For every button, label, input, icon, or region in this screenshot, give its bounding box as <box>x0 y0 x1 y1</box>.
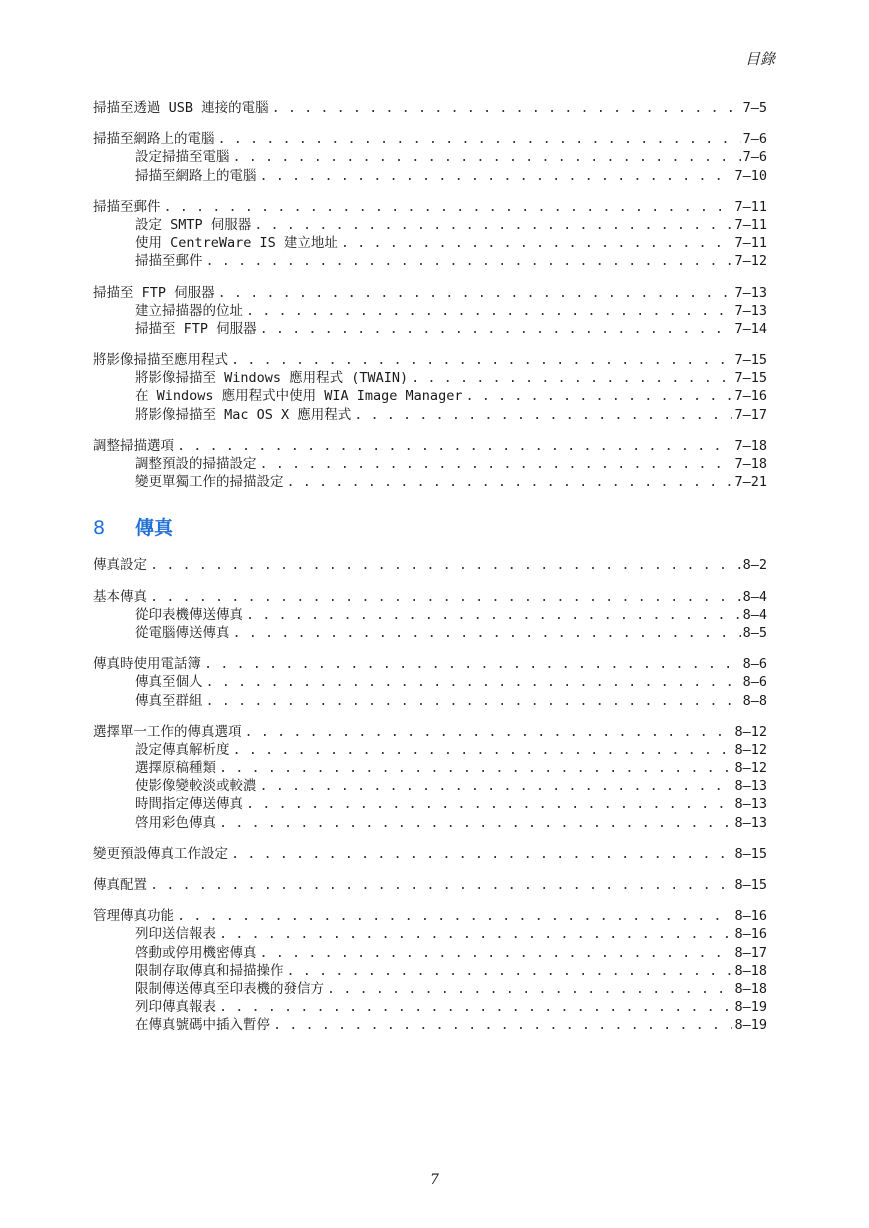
dot-leader <box>150 556 741 574</box>
toc-subentry[interactable] <box>93 814 767 832</box>
dot-leader <box>287 473 733 491</box>
toc-page-number: 7–15 <box>734 352 767 369</box>
toc-section-chapter-8 <box>93 556 767 1034</box>
toc-page-number: 8–13 <box>734 814 767 831</box>
toc-group <box>93 907 767 1034</box>
toc-page-number: 8–18 <box>734 962 767 979</box>
dot-leader <box>287 962 733 980</box>
dot-leader <box>150 588 741 606</box>
toc-subentry[interactable] <box>93 741 767 759</box>
toc-entry-title: 掃描至網路上的電腦 <box>93 131 215 148</box>
toc-entry-title: 將影像掃描至 Mac OS X 應用程式 <box>135 406 352 423</box>
toc-entry-title: 從電腦傳送傳真 <box>135 624 230 641</box>
dot-leader <box>206 252 733 270</box>
toc-entry-title: 限制傳送傳真至印表機的發信方 <box>135 980 324 997</box>
toc-page-number: 7–11 <box>734 216 767 233</box>
toc-page-number: 7–13 <box>734 284 767 301</box>
toc-page-number: 7–18 <box>734 456 767 472</box>
toc-subentry[interactable] <box>93 606 767 624</box>
dot-leader <box>260 167 733 185</box>
dot-leader <box>411 369 732 387</box>
toc-entry-title: 變更單獨工作的掃描設定 <box>135 474 284 491</box>
toc-page-number: 8–12 <box>734 760 767 777</box>
toc-subentry[interactable] <box>93 1016 767 1034</box>
toc-entry-title: 變更預設傳真工作設定 <box>93 845 228 862</box>
toc-entry-title: 在 Windows 應用程式中使用 WIA Image Manager <box>135 388 463 405</box>
toc-page-number: 7–5 <box>742 100 767 116</box>
toc-section-chapter-7 <box>93 99 767 491</box>
toc-subentry[interactable] <box>93 302 767 320</box>
toc-page-number: 8–19 <box>734 999 767 1016</box>
toc-subentry[interactable] <box>93 455 767 473</box>
toc-page-number: 7–18 <box>734 437 767 454</box>
dot-leader <box>260 944 733 962</box>
dot-leader <box>219 814 732 832</box>
dot-leader <box>246 302 732 320</box>
dot-leader <box>327 980 732 998</box>
toc-subentry[interactable] <box>93 320 767 338</box>
dot-leader <box>341 234 733 252</box>
dot-leader <box>260 455 733 473</box>
dot-leader <box>218 130 741 148</box>
dot-leader <box>354 406 732 424</box>
toc-page-number: 7–15 <box>734 370 767 387</box>
toc-entry-title: 設定 SMTP 伺服器 <box>135 216 252 233</box>
toc-page-number: 8–12 <box>734 741 767 758</box>
dot-leader <box>246 606 741 624</box>
toc-entry[interactable] <box>93 845 767 863</box>
toc-entry-title: 使用 CentreWare IS 建立地址 <box>135 235 338 252</box>
toc-subentry[interactable] <box>93 980 767 998</box>
toc-group <box>93 845 767 863</box>
toc-subentry[interactable] <box>93 148 767 166</box>
toc-page-number: 8–15 <box>734 877 767 893</box>
chapter-title: 傳真 <box>135 517 174 540</box>
toc-entry-title: 設定掃描至電腦 <box>135 149 230 166</box>
toc-entry-title: 設定傳真解析度 <box>135 741 230 758</box>
toc-page-number: 8–12 <box>734 723 767 740</box>
toc-entry-title: 傳真至個人 <box>135 674 203 691</box>
toc-page-number: 8–15 <box>734 845 767 862</box>
toc-subentry[interactable] <box>93 406 767 424</box>
dot-leader <box>260 777 733 795</box>
toc-entry[interactable] <box>93 723 767 741</box>
toc-page-number: 8–6 <box>742 656 767 673</box>
toc-page-number: 7–13 <box>734 302 767 319</box>
toc-entry-title: 建立掃描器的位址 <box>135 302 243 319</box>
toc-group <box>93 198 767 271</box>
toc-entry[interactable] <box>93 588 767 606</box>
dot-leader <box>177 437 732 455</box>
dot-leader <box>231 351 732 369</box>
dot-leader <box>465 387 732 405</box>
toc-entry-title: 從印表機傳送傳真 <box>135 606 243 623</box>
dot-leader <box>219 998 732 1016</box>
dot-leader <box>246 795 732 813</box>
toc-subentry[interactable] <box>93 795 767 813</box>
toc-page-number: 7–14 <box>734 320 767 337</box>
toc-subentry[interactable] <box>93 252 767 270</box>
toc-entry-title: 傳真至群組 <box>135 692 203 709</box>
chapter-number: 8 <box>93 517 106 540</box>
toc-entry-title: 傳真時使用電話簿 <box>93 656 201 673</box>
toc-group <box>93 351 767 424</box>
dot-leader <box>206 692 741 710</box>
toc-entry-title: 啓動或停用機密傳真 <box>135 944 257 961</box>
toc-page-number: 8–4 <box>742 606 767 623</box>
chapter-heading[interactable] <box>93 513 767 540</box>
toc-entry[interactable] <box>93 99 767 117</box>
dot-leader <box>219 925 732 943</box>
toc-entry-title: 基本傳真 <box>93 588 147 605</box>
dot-leader <box>177 907 732 925</box>
toc-entry[interactable] <box>93 198 767 216</box>
toc-subentry[interactable] <box>93 234 767 252</box>
toc-entry-title: 選擇單一工作的傳真選項 <box>93 723 242 740</box>
toc-page-number: 7–6 <box>742 131 767 148</box>
dot-leader <box>245 723 733 741</box>
toc-page-number: 8–13 <box>734 778 767 795</box>
toc-group <box>93 99 767 117</box>
toc-page-number: 8–16 <box>734 926 767 943</box>
toc-page-number: 7–6 <box>742 149 767 166</box>
running-header-title: 目錄 <box>744 50 775 68</box>
toc-entry-title: 將影像掃描至 Windows 應用程式 (TWAIN) <box>135 370 409 387</box>
dot-leader <box>254 216 732 234</box>
toc-entry-title: 調整預設的掃描設定 <box>135 456 257 472</box>
toc-entry[interactable] <box>93 556 767 574</box>
toc-entry-title: 啓用彩色傳真 <box>135 814 216 831</box>
toc-page-number: 8–5 <box>742 624 767 641</box>
dot-leader <box>218 284 733 302</box>
dot-leader <box>164 198 733 216</box>
toc-entry-title: 使影像變較淡或較濃 <box>135 778 257 795</box>
toc-page-number: 8–6 <box>742 674 767 691</box>
toc-subentry[interactable] <box>93 216 767 234</box>
toc-entry[interactable] <box>93 284 767 302</box>
toc-page-number: 7–12 <box>734 253 767 270</box>
toc-group <box>93 876 767 894</box>
toc-group <box>93 655 767 710</box>
dot-leader <box>150 876 732 894</box>
toc-group <box>93 588 767 643</box>
toc-entry-title: 限制存取傳真和掃描操作 <box>135 962 284 979</box>
toc-entry-title: 掃描至郵件 <box>135 253 203 270</box>
toc-page-number: 8–18 <box>734 980 767 997</box>
toc-page-number: 8–17 <box>734 944 767 961</box>
toc-entry-title: 傳真配置 <box>93 877 147 893</box>
toc-group <box>93 130 767 185</box>
toc-page-number: 8–2 <box>742 557 767 574</box>
toc-entry-title: 調整掃描選項 <box>93 437 174 454</box>
toc-subentry[interactable] <box>93 387 767 405</box>
toc-page-number: 7–11 <box>734 198 767 215</box>
table-of-contents <box>93 99 767 1048</box>
toc-entry-title: 時間指定傳送傳真 <box>135 796 243 813</box>
toc-subentry[interactable] <box>93 692 767 710</box>
dot-leader <box>260 320 733 338</box>
toc-group <box>93 556 767 574</box>
toc-entry-title: 將影像掃描至應用程式 <box>93 352 228 369</box>
toc-entry-title: 掃描至透過 USB 連接的電腦 <box>93 100 269 116</box>
toc-entry-title: 在傳真號碼中插入暫停 <box>135 1017 270 1034</box>
toc-entry[interactable] <box>93 437 767 455</box>
toc-subentry[interactable] <box>93 167 767 185</box>
toc-subentry[interactable] <box>93 777 767 795</box>
toc-entry-title: 選擇原稿種類 <box>135 760 216 777</box>
toc-page-number: 8–8 <box>742 692 767 709</box>
toc-page-number: 8–16 <box>734 908 767 925</box>
dot-leader <box>231 845 732 863</box>
toc-entry-title: 管理傳真功能 <box>93 908 174 925</box>
toc-subentry[interactable] <box>93 962 767 980</box>
toc-page-number: 8–13 <box>734 796 767 813</box>
toc-subentry[interactable] <box>93 925 767 943</box>
toc-entry-title: 列印送信報表 <box>135 926 216 943</box>
dot-leader <box>204 655 741 673</box>
toc-page-number: 8–19 <box>734 1017 767 1034</box>
toc-subentry[interactable] <box>93 473 767 491</box>
toc-entry[interactable] <box>93 351 767 369</box>
toc-entry-title: 掃描至 FTP 伺服器 <box>93 284 215 301</box>
toc-page-number: 7–10 <box>734 167 767 184</box>
page-number: 7 <box>430 1172 439 1188</box>
toc-page-number: 7–17 <box>734 406 767 423</box>
dot-leader <box>233 148 741 166</box>
dot-leader <box>206 673 741 691</box>
toc-entry-title: 掃描至郵件 <box>93 198 161 215</box>
toc-page-number: 7–16 <box>734 388 767 405</box>
dot-leader <box>273 1016 732 1034</box>
toc-group <box>93 723 767 832</box>
toc-entry-title: 傳真設定 <box>93 557 147 574</box>
dot-leader <box>233 741 733 759</box>
toc-subentry[interactable] <box>93 944 767 962</box>
toc-subentry[interactable] <box>93 759 767 777</box>
toc-entry[interactable] <box>93 907 767 925</box>
toc-subentry[interactable] <box>93 998 767 1016</box>
toc-subentry[interactable] <box>93 624 767 642</box>
toc-subentry[interactable] <box>93 673 767 691</box>
toc-entry-title: 掃描至 FTP 伺服器 <box>135 320 257 337</box>
toc-entry-title: 掃描至網路上的電腦 <box>135 167 257 184</box>
toc-group <box>93 284 767 339</box>
toc-page-number: 8–4 <box>742 588 767 605</box>
toc-entry[interactable] <box>93 876 767 894</box>
toc-subentry[interactable] <box>93 369 767 387</box>
toc-group <box>93 437 767 492</box>
toc-page-number: 7–21 <box>734 474 767 491</box>
toc-entry[interactable] <box>93 130 767 148</box>
toc-entry-title: 列印傳真報表 <box>135 999 216 1016</box>
dot-leader <box>272 99 741 117</box>
toc-entry[interactable] <box>93 655 767 673</box>
dot-leader <box>233 624 741 642</box>
toc-page-number: 7–11 <box>734 235 767 252</box>
dot-leader <box>219 759 732 777</box>
